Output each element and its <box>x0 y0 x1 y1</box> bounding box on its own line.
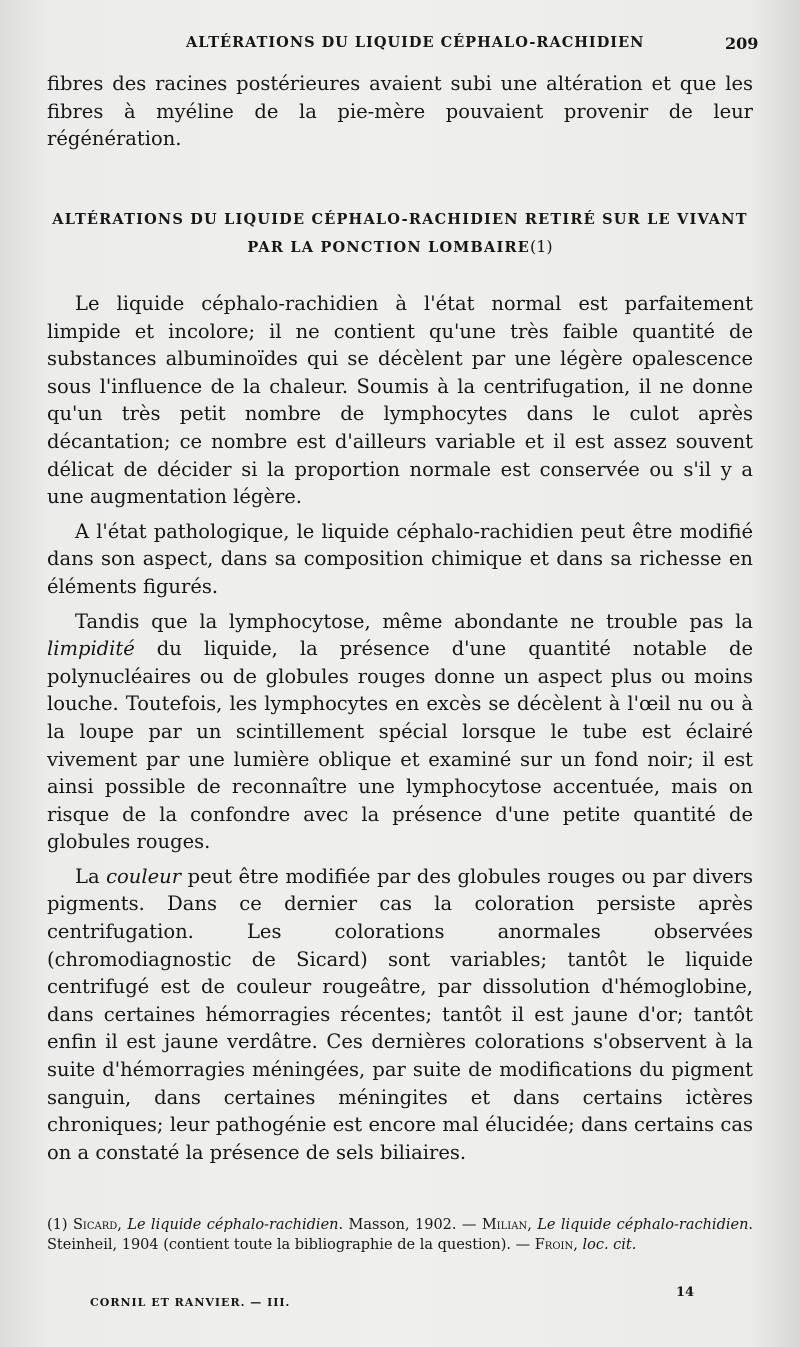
section-heading-line-2-text: PAR LA PONCTION LOMBAIRE <box>247 239 530 256</box>
section-heading-line-1: ALTÉRATIONS DU LIQUIDE CÉPHALO-RACHIDIEN RETIRÉ SUR LE VIVANT <box>52 211 748 228</box>
footnote-reference: (1) <box>529 237 553 256</box>
footer-signature: 14 <box>676 1285 695 1300</box>
footnote: (1) Sicard, Le liquide céphalo-rachidien. Masson, 1902. — Milian, Le liquide céphalo-rachidien. Steinheil, 1904 (contient toute la bibliographie de la question). — Froin, loc. cit. <box>47 1217 754 1253</box>
footnote-author-froin: Froin <box>534 1237 574 1253</box>
running-head <box>0 34 800 54</box>
paragraph-normal-state: Le liquide céphalo-rachidien à l'état normal est parfaitement limpide et incolore; il ne contient qu'une très faible quantité de substances albuminoïdes qui se décèlent par une légère opalescence sous l'influence de la chaleur. Soumis à la centrifugation, il ne donne qu'un très petit nombre de lymphocytes dans le culot après décantation; ce nombre est d'ailleurs variable et il est assez souvent délicat de décider si la proportion normale est conservée ou s'il y a une augmentation légère. <box>47 292 753 509</box>
running-head-title: ALTÉRATIONS DU LIQUIDE CÉPHALO-RACHIDIEN <box>186 34 645 51</box>
paragraph-limpidity-start: Tandis que la lymphocytose, même abondante ne trouble pas la <box>75 609 753 633</box>
section-heading-line-2 <box>47 233 753 261</box>
term-limpidity: limpidité <box>47 637 135 661</box>
footnote-publisher-2: . Steinheil, 1904 (contient toute la bibliographie de la question). — <box>47 1217 754 1253</box>
paragraph-color-start: La <box>75 864 107 888</box>
continuation-paragraph: fibres des racines postérieures avaient subi une altération et que les fibres à myéline de la pie-mère pouvaient provenir de leur régénération. <box>47 72 753 151</box>
continuation-text <box>47 70 753 153</box>
paragraph-color-rest: peut être modifiée par des globules rouges ou par divers pigments. Dans ce dernier cas la coloration persiste après centrifugation. Les colorations anormales observées (chromodiagnostic de Sicard) sont variables; tantôt le liquide centrifugé est de couleur rougeâtre, par dissolution d'hémoglobine, dans certaines hémorragies récentes; tantôt il est jaune d'or; tantôt enfin il est jaune verdâtre. Ces dernières colorations s'observent à la suite d'hémorragies méningées, par suite de modifications du pigment sanguin, dans certaines méningites et dans certains ictères chroniques; leur pathogénie est encore mal élucidée; dans certains cas on a constaté la présence de sels biliaires. <box>47 864 754 1164</box>
footnote-title-3: loc. cit. <box>582 1237 637 1253</box>
footnote-publisher-1: . Masson, 1902. — <box>338 1217 482 1233</box>
paragraph-color <box>47 863 753 1167</box>
main-body <box>47 290 753 1166</box>
paragraph-pathological-state: A l'état pathologique, le liquide céphalo-rachidien peut être modifié dans son aspect, dans sa composition chimique et dans sa richesse en éléments figurés. <box>47 519 753 598</box>
paragraph-limpidity <box>47 608 753 856</box>
footnote-title-1: Le liquide céphalo-rachidien <box>127 1217 339 1233</box>
footer-volume: CORNIL ET RANVIER. — III. <box>90 1296 291 1309</box>
footnote-marker: (1) <box>47 1217 68 1233</box>
paragraph-limpidity-rest: du liquide, la présence d'une quantité notable de polynucléaires ou de globules rouges donne un aspect plus ou moins louche. Toutefois, les lymphocytes en excès se décèlent à l'œil nu ou à la loupe par un scintillement spécial lorsque le tube est éclairé vivement par une lumière oblique et examiné sur un fond noir; il est ainsi possible de reconnaître une lymphocytose accentuée, mais on risque de la confondre avec la présence d'une petite quantité de globules rouges. <box>47 637 753 854</box>
term-color: couleur <box>106 864 182 888</box>
page-number: 209 <box>725 34 759 53</box>
footnote-author-milian: Milian <box>481 1217 528 1233</box>
footnote-author-sicard: Sicard <box>72 1217 118 1233</box>
footnote-title-2: Le liquide céphalo-rachidien <box>537 1217 749 1233</box>
section-heading <box>47 206 753 261</box>
